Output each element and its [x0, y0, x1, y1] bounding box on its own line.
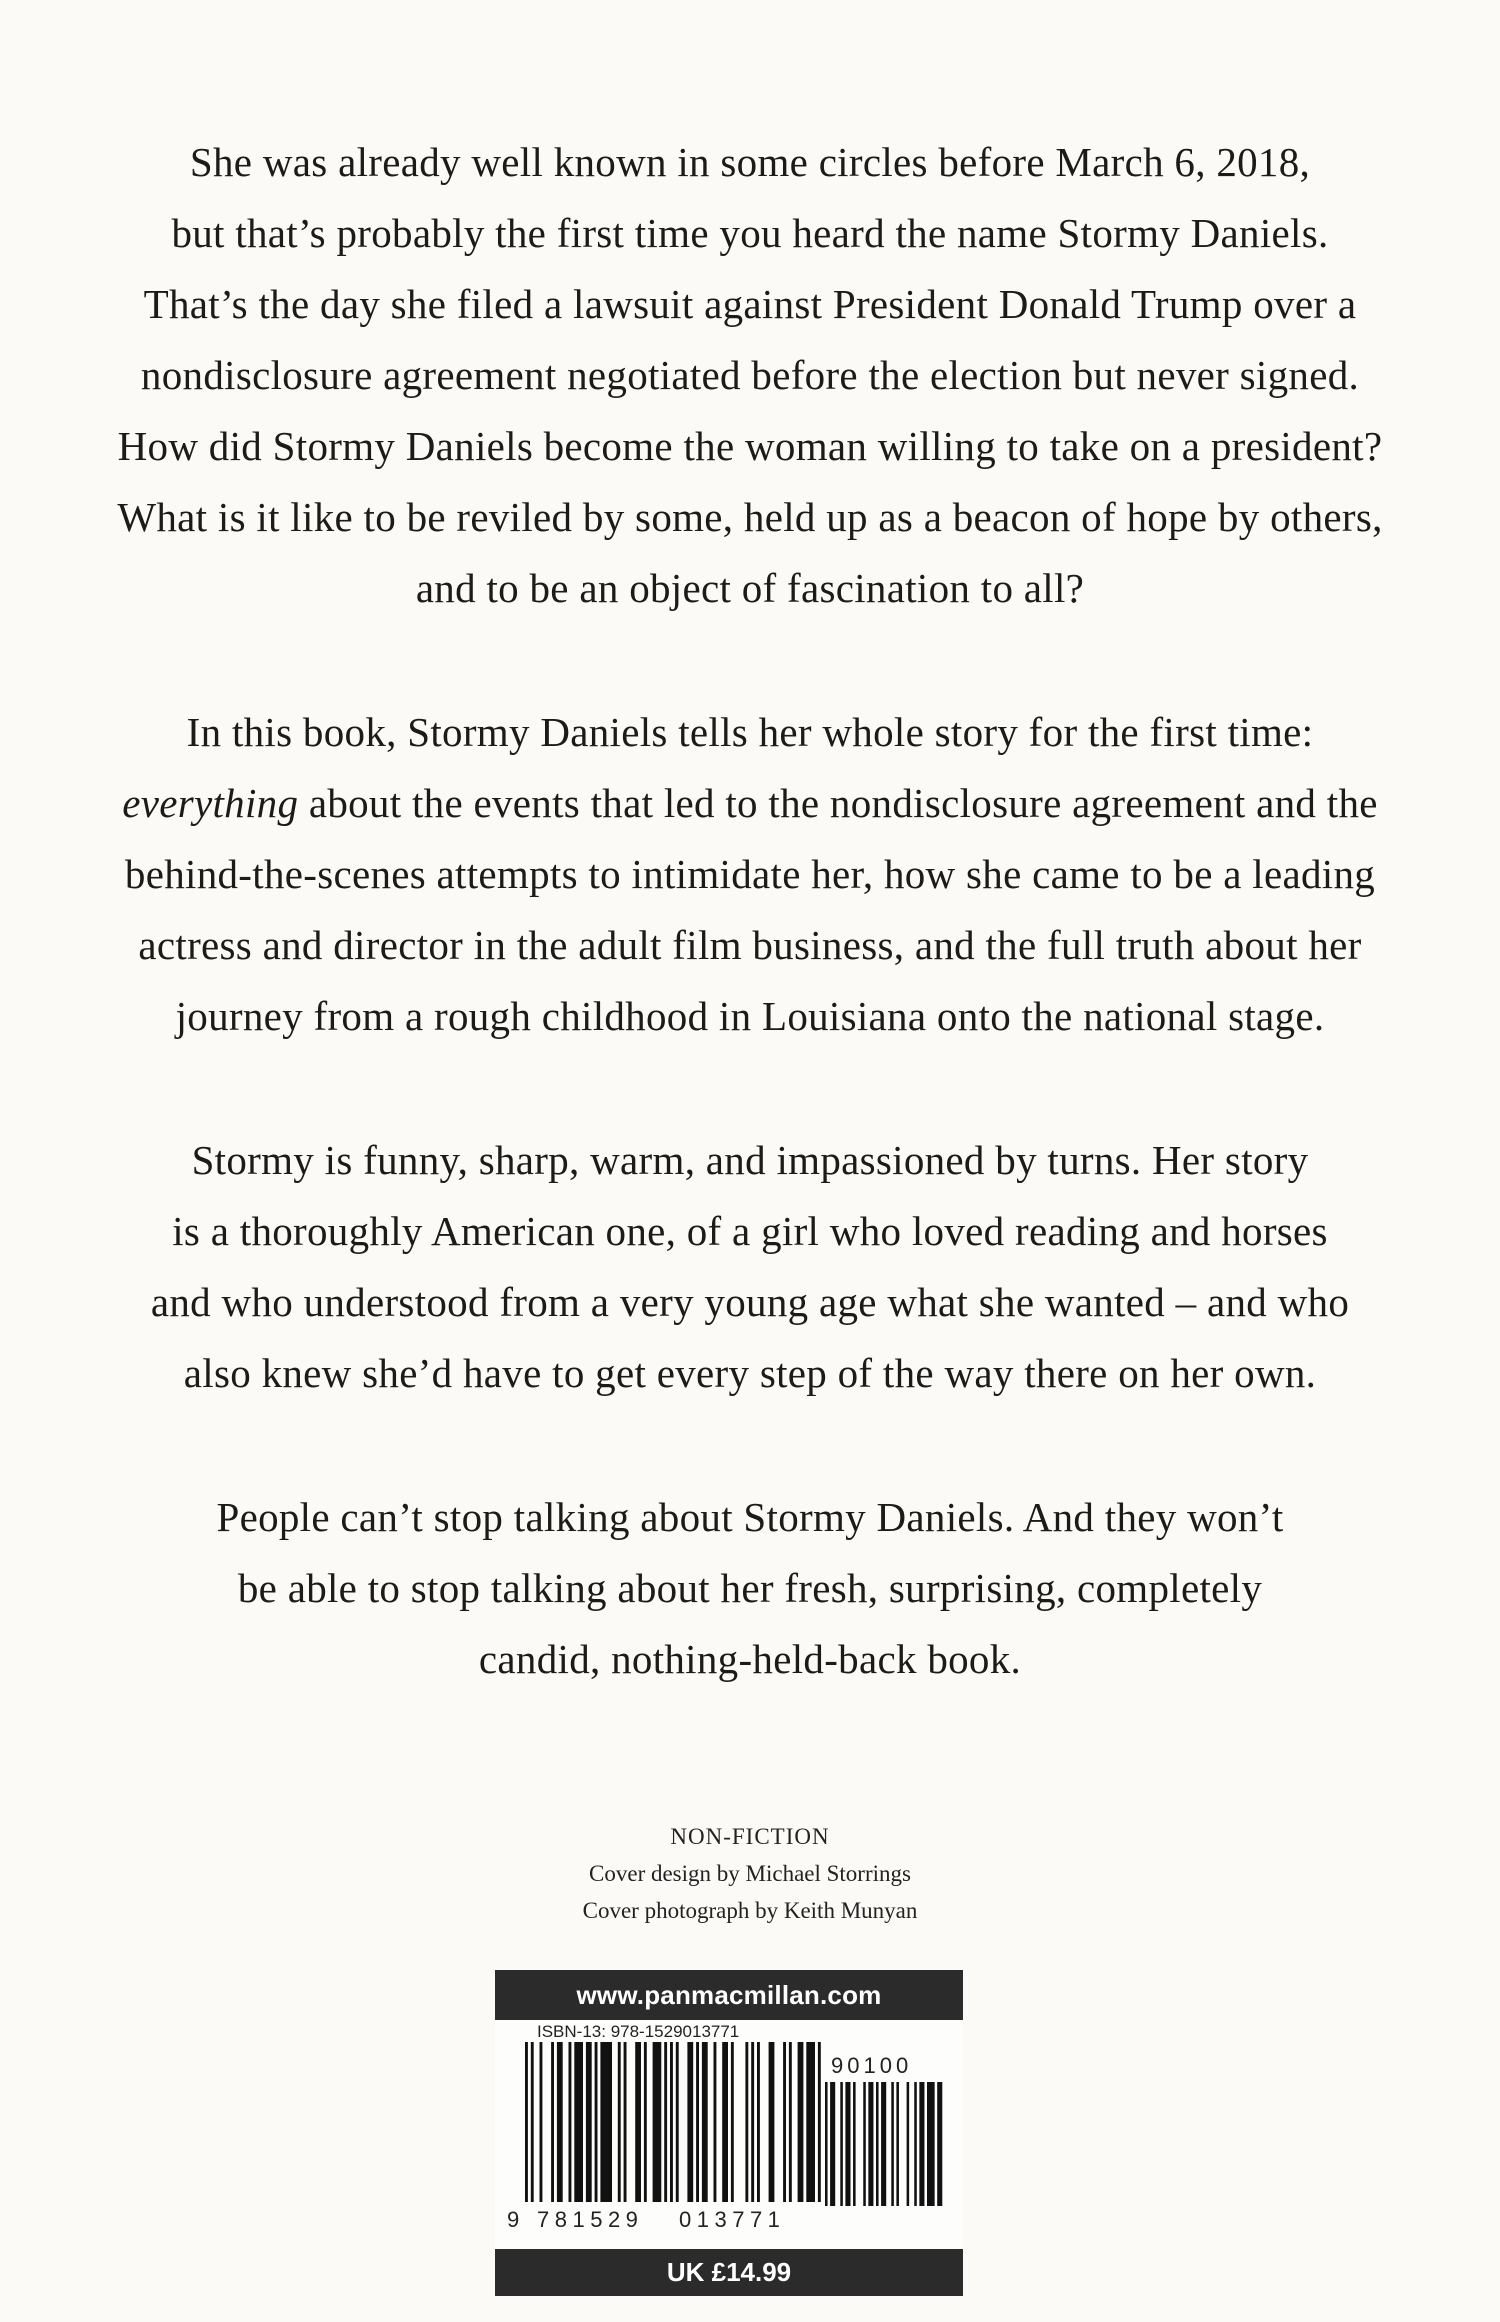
barcode-bar	[745, 2042, 748, 2202]
barcode-bar	[853, 2082, 856, 2206]
barcode-bar	[595, 2042, 598, 2202]
blurb-paragraph-2	[0, 697, 1500, 1052]
barcode-bar	[531, 2042, 534, 2202]
barcode-bar	[881, 2082, 886, 2206]
barcode-block	[495, 1970, 963, 2296]
barcode-bar	[586, 2042, 592, 2202]
blurb-line: nondisclosure agreement negotiated before the election but never signed.	[140, 352, 1360, 398]
blurb-line	[0, 768, 1500, 839]
addon-barcode-bars	[825, 2082, 942, 2206]
barcode-graphic	[495, 2042, 963, 2212]
publisher-website: www.panmacmillan.com	[495, 1970, 963, 2020]
blurb-line: That’s the day she filed a lawsuit against President Donald Trump over a	[143, 281, 1357, 327]
blurb-line: What is it like to be reviled by some, held up as a beacon of hope by others,	[117, 494, 1383, 540]
barcode-bar	[896, 2082, 899, 2206]
barcode-bar	[937, 2082, 942, 2206]
barcode-bar	[783, 2042, 786, 2202]
barcode-bar	[653, 2042, 662, 2202]
ean-left-digits: 781529	[537, 2207, 644, 2232]
barcode-bar	[696, 2042, 699, 2202]
barcode-bar	[664, 2042, 667, 2202]
blurb-line: candid, nothing-held-back book.	[478, 1636, 1022, 1682]
blurb-line: journey from a rough childhood in Louisiana onto the national stage.	[175, 993, 1325, 1039]
blurb-line: Stormy is funny, sharp, warm, and impassioned by turns. Her story	[191, 1137, 1309, 1183]
barcode-bar	[818, 2042, 821, 2202]
barcode-bar	[618, 2042, 621, 2202]
ean-first-digit: 9	[507, 2207, 520, 2232]
blurb-line: behind-the-scenes attempts to intimidate her, how she came to be a leading	[124, 851, 1376, 897]
emphasis-everything: everything	[122, 780, 299, 826]
barcode-bar	[863, 2082, 866, 2206]
barcode-bar	[825, 2082, 828, 2206]
barcode-bar	[722, 2042, 728, 2202]
barcode-bar	[907, 2082, 910, 2206]
isbn-label: ISBN-13: 978-1529013771	[537, 2022, 740, 2041]
cover-design-credit: Cover design by Michael Storrings	[589, 1861, 911, 1886]
blurb-line-rest: about the events that led to the nondisclosure agreement and the	[298, 780, 1378, 826]
barcode-bar	[751, 2042, 754, 2202]
barcode-bar	[830, 2082, 835, 2206]
blurb-line: She was already well known in some circles before March 6, 2018,	[189, 139, 1311, 185]
blurb-line: In this book, Stormy Daniels tells her whole story for the first time:	[186, 709, 1314, 755]
blurb-line: be able to stop talking about her fresh, surprising, completely	[237, 1565, 1263, 1611]
barcode-bar	[891, 2082, 894, 2206]
blurb-line: also knew she’d have to get every step of the way there on her own.	[183, 1350, 1317, 1396]
barcode-bar	[757, 2042, 760, 2202]
barcode-bar	[525, 2042, 528, 2202]
barcode-bar	[670, 2042, 673, 2202]
barcode-bar	[644, 2042, 647, 2202]
barcode-bar	[624, 2042, 627, 2202]
blurb-paragraph-1	[0, 127, 1500, 624]
blurb-paragraph-4	[0, 1482, 1500, 1695]
barcode-bar	[731, 2042, 734, 2202]
barcode-bar	[876, 2082, 879, 2206]
ean-barcode-bars	[525, 2042, 821, 2202]
barcode-bar	[635, 2042, 641, 2202]
barcode-bar	[840, 2082, 843, 2206]
barcode-bar	[540, 2042, 543, 2202]
barcode-bar	[914, 2082, 917, 2206]
barcode-bar	[676, 2042, 679, 2202]
blurb-line: People can’t stop talking about Stormy Daniels. And they won’t	[216, 1494, 1284, 1540]
blurb-line: How did Stormy Daniels become the woman willing to take on a president?	[117, 423, 1383, 469]
barcode-bar	[551, 2042, 554, 2202]
blurb-line: actress and director in the adult film business, and the full truth about her	[138, 922, 1362, 968]
barcode-bar	[798, 2042, 804, 2202]
barcode-bar	[600, 2042, 612, 2202]
blurb-line: and to be an object of fascination to all?	[415, 565, 1085, 611]
barcode-bar	[789, 2042, 792, 2202]
cover-credits	[0, 1818, 1500, 1929]
barcode-bar	[557, 2042, 563, 2202]
blurb-paragraph-3	[0, 1125, 1500, 1409]
barcode-bar	[845, 2082, 850, 2206]
barcode-bar	[769, 2042, 775, 2202]
genre-label: NON-FICTION	[670, 1824, 830, 1849]
price-addon-digits: 90100	[831, 2053, 913, 2078]
blurb-line: and who understood from a very young age what she wanted – and who	[150, 1279, 1350, 1325]
cover-photo-credit: Cover photograph by Keith Munyan	[582, 1898, 918, 1923]
barcode-bar	[702, 2042, 708, 2202]
barcode-bar	[574, 2042, 583, 2202]
barcode-bar	[687, 2042, 693, 2202]
barcode-bar	[806, 2042, 815, 2202]
barcode-bar	[919, 2082, 924, 2206]
barcode-bar	[927, 2082, 935, 2206]
price-label: UK £14.99	[495, 2249, 963, 2296]
barcode-bar	[569, 2042, 572, 2202]
blurb-line: but that’s probably the first time you heard the name Stormy Daniels.	[171, 210, 1329, 256]
barcode-bar	[714, 2042, 717, 2202]
blurb-line: is a thoroughly American one, of a girl who loved reading and horses	[172, 1208, 1328, 1254]
ean-right-digits: 013771	[679, 2207, 786, 2232]
barcode-bar	[868, 2082, 873, 2206]
